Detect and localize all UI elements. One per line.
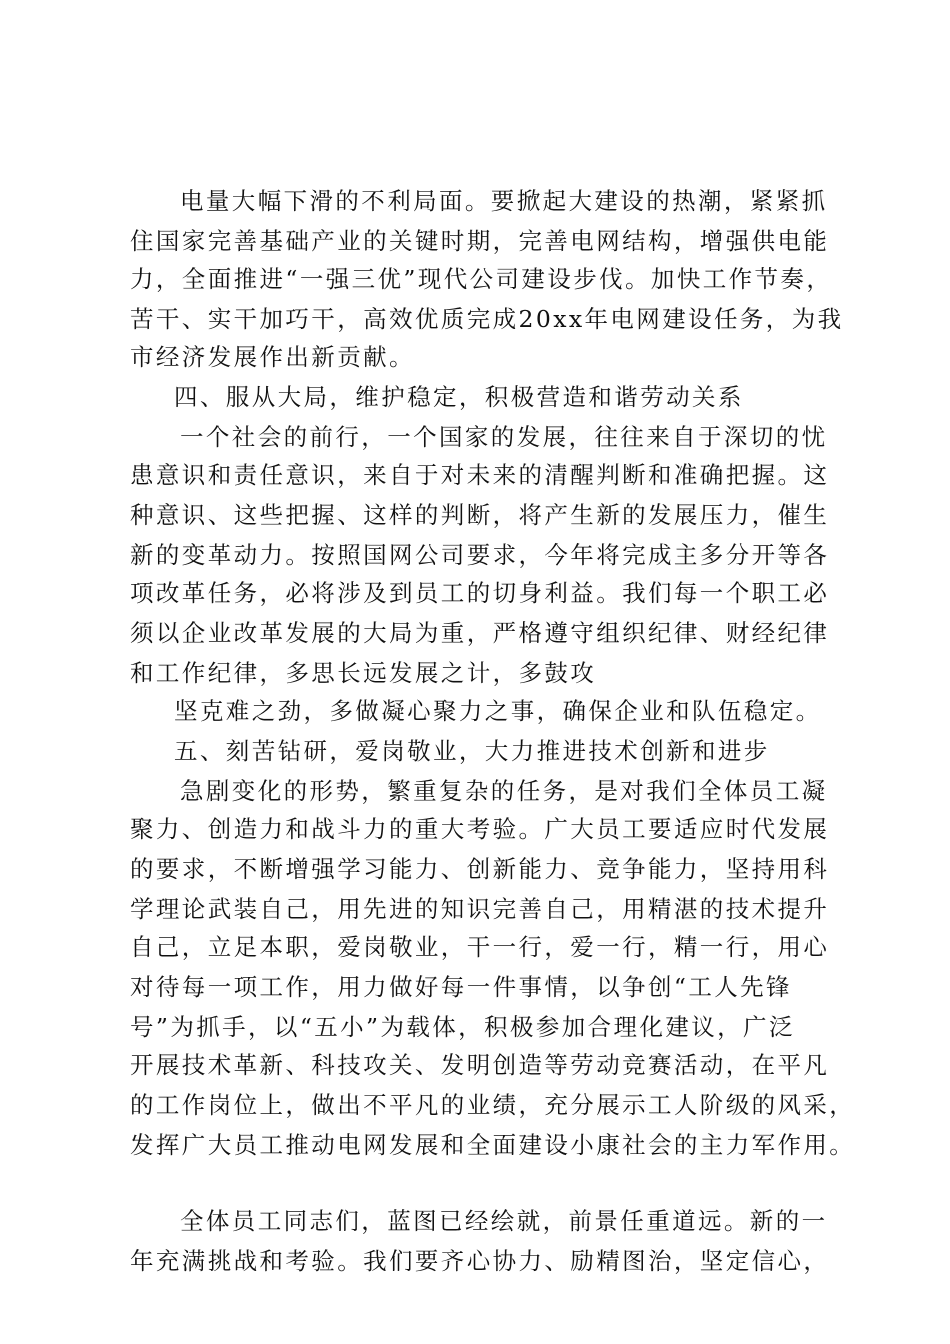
body-line: 住国家完善基础产业的关键时期，完善电网结构，增强供电能 [130,227,830,255]
body-line: 发挥广大员工推动电网发展和全面建设小康社会的主力军作用。 [130,1131,856,1159]
body-line: 患意识和责任意识，来自于对未来的清醒判断和准确把握。这 [130,461,830,489]
body-line: 种意识、这些把握、这样的判断，将产生新的发展压力，催生 [130,501,830,529]
body-line: 的要求，不断增强学习能力、创新能力、竞争能力，坚持用科 [130,855,830,883]
body-line: 对待每一项工作，用力做好每一件事情，以争创“工人先锋 [130,973,792,1001]
body-line: 号”为抓手，以“五小”为载体，积极参加合理化建议，广泛 [130,1013,795,1041]
body-line: 急剧变化的形势，繁重复杂的任务，是对我们全体员工凝 [180,777,828,805]
body-line: 苦干、实干加巧干，高效优质完成20xx年电网建设任务，为我 [130,305,844,333]
body-line: 须以企业改革发展的大局为重，严格遵守组织纪律、财经纪律 [130,619,830,647]
body-line: 开展技术革新、科技攻关、发明创造等劳动竞赛活动，在平凡 [130,1051,830,1079]
body-line: 市经济发展作出新贡献。 [130,343,415,371]
section-heading: 五、刻苦钻研，爱岗敬业，大力推进技术创新和进步 [174,737,770,765]
body-line: 的工作岗位上，做出不平凡的业绩，充分展示工人阶级的风采， [130,1091,856,1119]
body-line: 全体员工同志们，蓝图已经绘就，前景任重道远。新的一 [180,1207,828,1235]
body-line: 学理论武装自己，用先进的知识完善自己，用精湛的技术提升 [130,895,830,923]
body-line: 自己，立足本职，爱岗敬业，干一行，爱一行，精一行，用心 [130,933,830,961]
body-line: 年充满挑战和考验。我们要齐心协力、励精图治，坚定信心， [130,1247,830,1275]
body-line: 电量大幅下滑的不利局面。要掀起大建设的热潮，紧紧抓 [180,187,828,215]
body-line: 坚克难之劲，多做凝心聚力之事，确保企业和队伍稳定。 [174,697,822,725]
section-heading: 四、服从大局，维护稳定，积极营造和谐劳动关系 [174,383,744,411]
body-line: 聚力、创造力和战斗力的重大考验。广大员工要适应时代发展 [130,815,830,843]
body-line: 和工作纪律，多思长远发展之计，多鼓攻 [130,659,597,687]
body-line: 新的变革动力。按照国网公司要求，今年将完成主多分开等各 [130,541,830,569]
body-line: 力，全面推进“一强三优”现代公司建设步伐。加快工作节奏， [130,265,833,293]
body-line: 一个社会的前行，一个国家的发展，往往来自于深切的忧 [180,423,828,451]
body-line: 项改革任务，必将涉及到员工的切身利益。我们每一个职工必 [130,579,830,607]
